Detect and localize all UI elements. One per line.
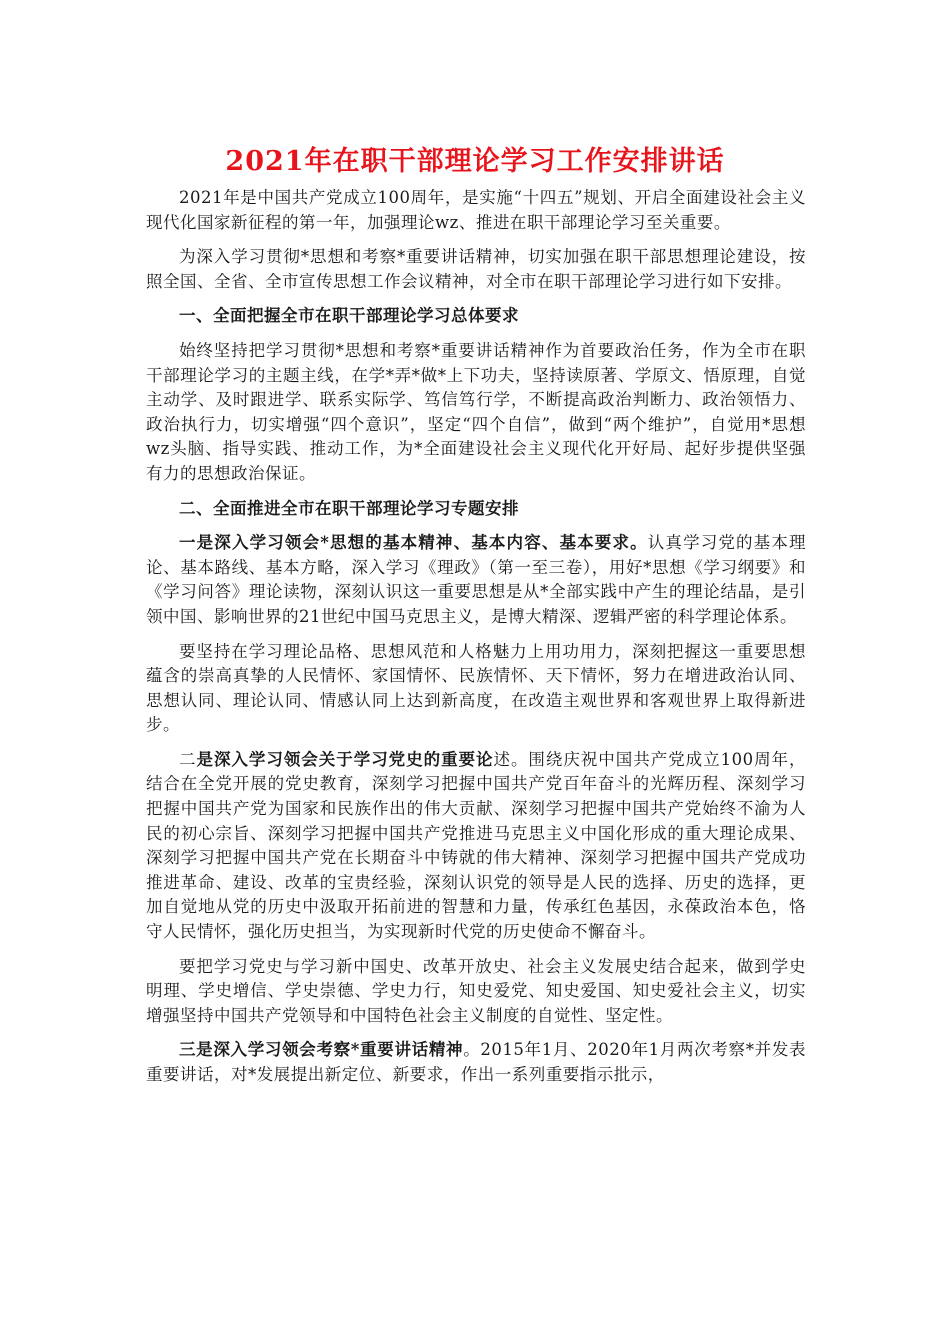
topic-three-body: 。2015年1月、2020年1月两次考察*并发表重要讲话，对*发展提出新定位、新要求，作出一系列重要指示批示， xyxy=(146,1040,806,1084)
topic-two-lead: 是深入学习领会关于学习党史的重要论 xyxy=(196,749,494,769)
paragraph-topic-one-detail: 要坚持在学习理论品格、思想风范和人格魅力上用功用力，深刻把握这一重要思想蕴含的崇高真挚的人民情怀、家国情怀、民族情怀、天下情怀，努力在增进政治认同、思想认同、理论认同、情感认同上达到新高度，在改造主观世界和客观世界上取得新进步。 xyxy=(146,641,806,735)
section-heading-2: 二、全面推进全市在职干部理论学习专题安排 xyxy=(179,498,519,518)
paragraph-overall-requirements: 始终坚持把学习贯彻*思想和考察*重要讲话精神作为首要政治任务，作为全市在职干部理论学习的主题主线，在学*弄*做*上下功夫，坚持读原著、学原文、悟原理，自觉主动学、及时跟进学、联系实际学、笃信笃行学，不断提高政治判断力、政治领悟力、政治执行力，切实增强“四个意识”，坚定“四个自信”，做到“两个维护”，自觉用*思想wz头脑、指导实践、推动工作，为*全面建设社会主义现代化开好局、起好步提供坚强有力的思想政治保证。 xyxy=(146,340,806,483)
topic-one-body: 认真学习党的基本理论、基本路线、基本方略，深入学习《理政》（第一至三卷），用好*思想《学习纲要》和《学习问答》理论读物，深刻认识这一重要思想是从*全部实践中产生的理论结晶，是引领中国、影响世界的21世纪中国马克思主义，是博大精深、逻辑严密的科学理论体系。 xyxy=(146,533,806,626)
topic-two-body: 述。围绕庆祝中国共产党成立100周年，结合在全党开展的党史教育，深刻学习把握中国共产党百年奋斗的光辉历程、深刻学习把握中国共产党为国家和民族作出的伟大贡献、深刻学习把握中国共产党始终不渝为人民的初心宗旨、深刻学习把握中国共产党推进马克思主义中国化形成的重大理论成果、深刻学习把握中国共产党在长期奋斗中铸就的伟大精神、深刻学习把握中国共产党成功推进革命、建设、改革的宝贵经验，深刻认识党的领导是人民的选择、历史的选择，更加自觉地从党的历史中汲取开拓前进的智慧和力量，传承红色基因，永葆政治本色，恪守人民情怀，强化历史担当，为实现新时代党的历史使命不懈奋斗。 xyxy=(146,749,807,942)
paragraph-purpose: 为深入学习贯彻*思想和考察*重要讲话精神，切实加强在职干部思想理论建设，按照全国、全省、全市宣传思想工作会议精神，对全市在职干部理论学习进行如下安排。 xyxy=(146,247,806,291)
paragraph-topic-three xyxy=(146,1038,806,1087)
paragraph-topic-two-detail: 要把学习党史与学习新中国史、改革开放史、社会主义发展史结合起来，做到学史明理、学史增信、学史崇德、学史力行，知史爱党、知史爱国、知史爱社会主义，切实增强坚持中国共产党领导和中国特色社会主义制度的自觉性、坚定性。 xyxy=(146,956,806,1025)
topic-three-lead: 三是深入学习领会考察*重要讲话精神 xyxy=(179,1040,464,1060)
paragraph-intro: 2021年是中国共产党成立100周年，是实施“十四五”规划、开启全面建设社会主义现代化国家新征程的第一年，加强理论wz、推进在职干部理论学习至关重要。 xyxy=(146,188,806,232)
document-title: 2021年在职干部理论学习工作安排讲话 xyxy=(225,146,725,177)
topic-two-prefix: 二 xyxy=(179,749,197,769)
paragraph-topic-two xyxy=(146,748,806,945)
section-heading-1: 一、全面把握全市在职干部理论学习总体要求 xyxy=(179,306,519,326)
document-body xyxy=(146,186,806,1098)
topic-one-lead: 一是深入学习领会*思想的基本精神、基本内容、基本要求。 xyxy=(179,533,648,553)
paragraph-topic-one xyxy=(146,531,806,629)
